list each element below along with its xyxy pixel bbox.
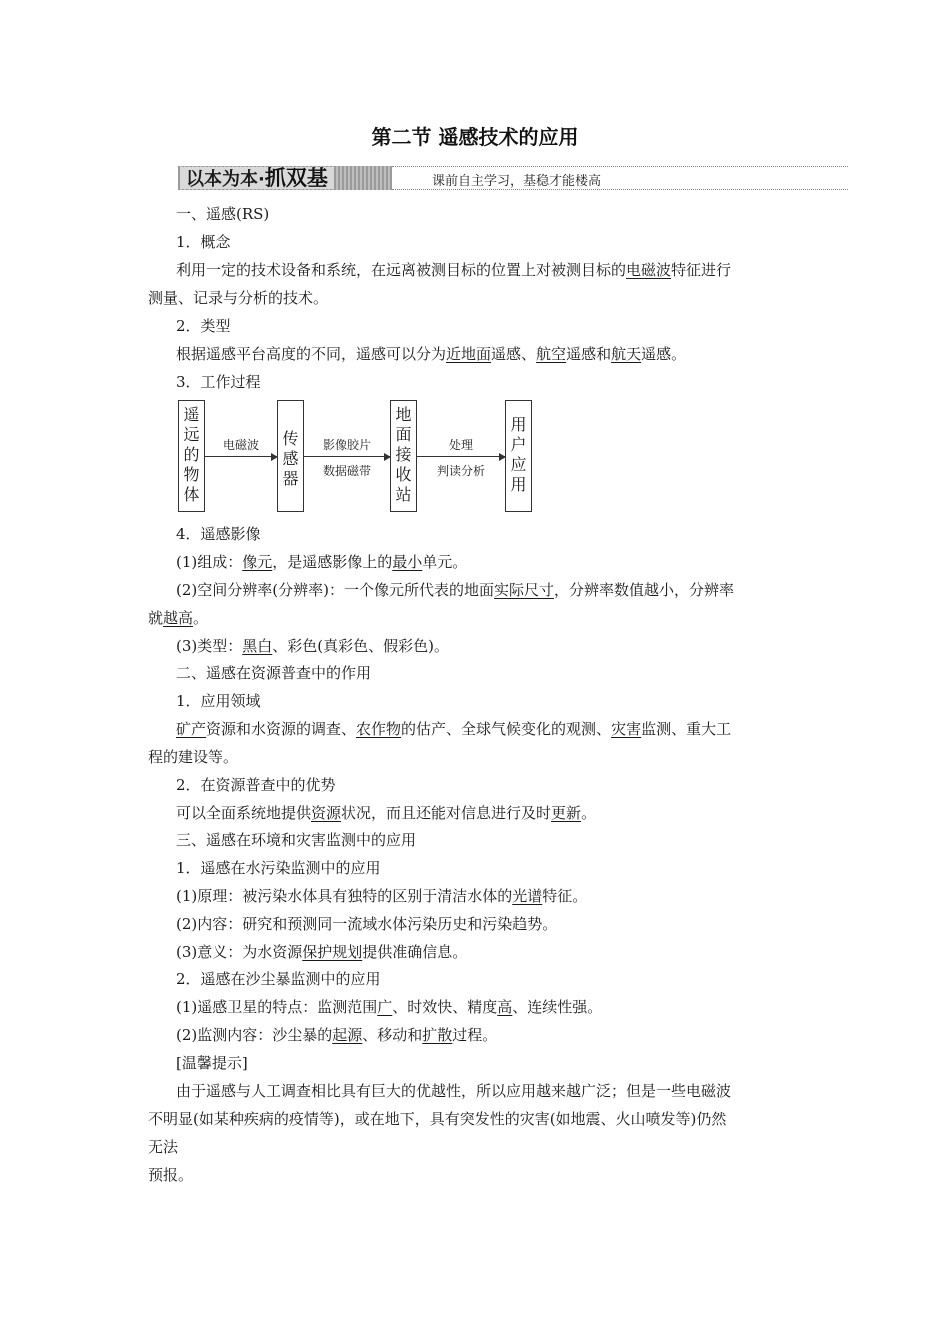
paragraph-water-1: (1)原理：被污染水体具有独特的区别于清洁水体的光谱特征。: [176, 887, 588, 905]
arrow-2-label-bottom: 数据磁带: [322, 464, 371, 478]
process-diagram: [178, 400, 534, 514]
diagram-box-sensor: 传感器: [277, 400, 304, 512]
paragraph-water-3: (3)意义：为水资源保护规划提供准确信息。: [176, 943, 468, 961]
arrow-3: [417, 456, 505, 457]
arrow-2: [304, 456, 390, 457]
paragraph-image-2: (2)空间分辨率(分辨率)：一个像元所代表的地面实际尺寸，分辨率数值越小，分辨率: [176, 581, 734, 599]
diagram-box-station: 地面接收站: [390, 400, 417, 512]
paragraph-type: 根据遥感平台高度的不同，遥感可以分为近地面遥感、航空遥感和航天遥感。: [176, 345, 687, 363]
banner-label-bold: 抓双基: [264, 166, 328, 190]
banner-label-prefix: 以本为本·: [186, 169, 265, 190]
heading-2: 二、遥感在资源普查中的作用: [176, 664, 372, 682]
tip-paragraph-1: 由于遥感与人工调查相比具有巨大的优越性，所以应用越来越广泛；但是一些电磁波: [176, 1082, 732, 1100]
subheading-image: 4．遥感影像: [176, 525, 261, 543]
paragraph-concept-cont: 测量、记录与分析的技术。: [148, 289, 329, 307]
banner-right-block: [392, 166, 848, 190]
paragraph-dust-1: (1)遥感卫星的特点：监测范围广、时效快、精度高、连续性强。: [176, 998, 603, 1016]
paragraph-water-2: (2)内容：研究和预测同一流域水体污染历史和污染趋势。: [176, 915, 558, 933]
paragraph-image-2-cont: 就越高。: [148, 609, 209, 627]
banner-left-block: [178, 166, 392, 190]
paragraph-application-cont: 程的建设等。: [148, 748, 239, 766]
tip-paragraph-4: 预报。: [148, 1166, 194, 1184]
tip-heading: [温馨提示]: [176, 1054, 248, 1072]
subheading-concept: 1．概念: [176, 233, 231, 251]
heading-3: 三、遥感在环境和灾害监测中的应用: [176, 831, 417, 849]
tip-paragraph-2: 不明显(如某种疾病的疫情等)，或在地下，具有突发性的灾害(如地震、火山喷发等)仍然: [148, 1110, 727, 1128]
arrow-2-label-top: 影像胶片: [322, 438, 371, 452]
subheading-type: 2．类型: [176, 317, 231, 335]
banner-subtitle: 课前自主学习，基稳才能楼高: [432, 174, 602, 189]
arrow-1: [205, 456, 277, 457]
subheading-dust: 2．遥感在沙尘暴监测中的应用: [176, 970, 381, 988]
paragraph-application: 矿产资源和水资源的调查、农作物的估产、全球气候变化的观测、灾害监测、重大工: [176, 720, 732, 738]
diagram-box-object: 遥远的物体: [178, 400, 205, 512]
subheading-process: 3．工作过程: [176, 373, 261, 391]
page-title: 第二节 遥感技术的应用: [371, 125, 579, 149]
paragraph-image-1: (1)组成：像元，是遥感影像上的最小单元。: [176, 553, 468, 571]
paragraph-image-3: (3)类型：黑白、彩色(真彩色、假彩色)。: [176, 637, 449, 655]
diagram-box-user: 用户应用: [505, 400, 532, 512]
arrow-3-label-bottom: 判读分析: [436, 464, 485, 478]
banner-label: [180, 167, 334, 189]
subheading-application: 1．应用领域: [176, 692, 261, 710]
arrow-3-label-top: 处理: [448, 438, 473, 452]
arrow-1-label: 电磁波: [222, 438, 259, 452]
tip-paragraph-3: 无法: [148, 1138, 179, 1156]
section-banner: [178, 166, 848, 190]
paragraph-advantage: 可以全面系统地提供资源状况，而且还能对信息进行及时更新。: [176, 804, 597, 822]
subheading-advantage: 2．在资源普查中的优势: [176, 776, 336, 794]
paragraph-dust-2: (2)监测内容：沙尘暴的起源、移动和扩散过程。: [176, 1026, 498, 1044]
paragraph-concept: 利用一定的技术设备和系统，在远离被测目标的位置上对被测目标的电磁波特征进行: [176, 261, 732, 279]
heading-1: 一、遥感(RS): [176, 205, 270, 223]
subheading-water: 1．遥感在水污染监测中的应用: [176, 859, 381, 877]
